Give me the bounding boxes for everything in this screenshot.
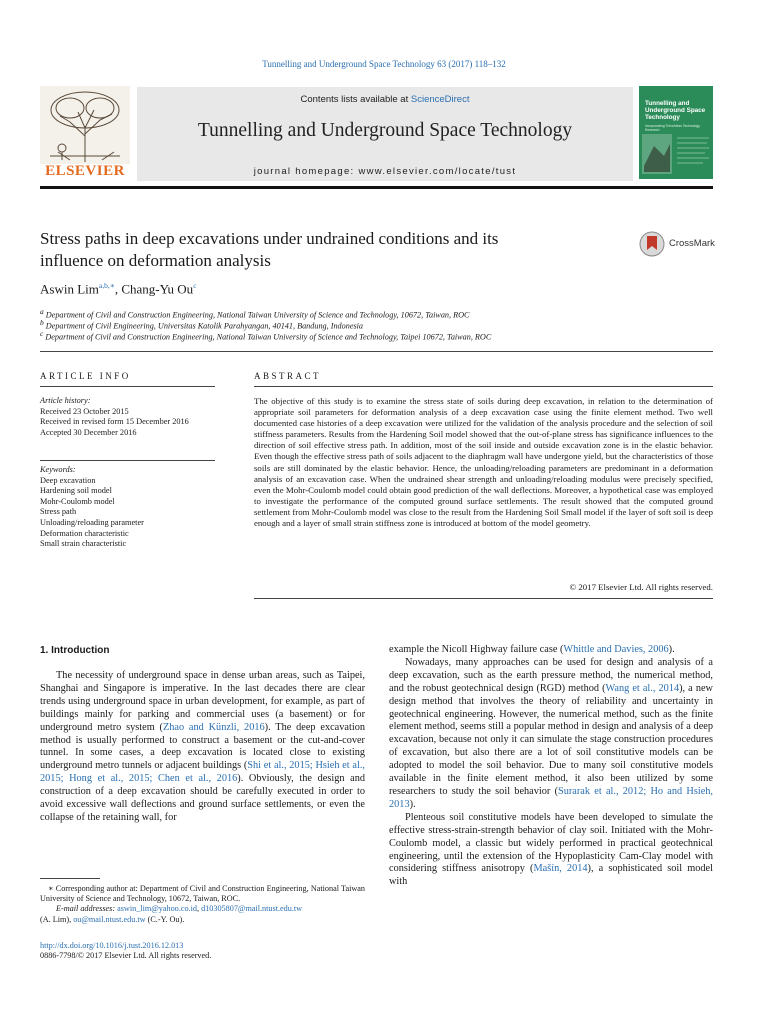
citation-link[interactable]: Surarak et al., 2012; Ho and Hsieh, 2013: [389, 785, 713, 810]
history-label: Article history:: [40, 396, 91, 405]
corresponding-star[interactable]: ∗: [109, 281, 115, 290]
text-run: Plenteous soil constitutive models have been developed to simulate the effective stress-strain-strength behavior of clay soil. Initiated with the Mohr-Coulomb model, a classic but widely performed in practical geotechnical engineering, until the extension of the Hypoplasticity Cam-Clay model with considering stiffness anisotropy (: [389, 811, 713, 875]
history-accepted: Accepted 30 December 2016: [40, 427, 137, 437]
citation-link[interactable]: Whittle and Davies, 2006: [563, 644, 669, 655]
text-run: The necessity of underground space in dense urban areas, such as Taipei, Shanghai and Singapore is imperative. In the last decades there are clear trends using underground space in urban development, for example, as part of buildings mainly for parking and commercial uses (a basement) or for underground metro system (: [40, 670, 365, 733]
journal-title: Tunnelling and Underground Space Technology: [197, 120, 573, 141]
text-run: ).: [668, 644, 675, 655]
abstract-heading: ABSTRACT: [254, 371, 322, 381]
homepage-link[interactable]: www.elsevier.com/locate/tust: [358, 166, 517, 177]
article-history: [40, 396, 220, 438]
email-owner-3: (C.-Y. Ou).: [147, 914, 185, 924]
citation-link[interactable]: Wang et al., 2014: [605, 682, 680, 694]
issn-line: 0886-7798/© 2017 Elsevier Ltd. All rights reserved.: [40, 951, 212, 961]
cover-title: Tunnelling and Underground Space Technology: [645, 100, 706, 122]
author-sep: ,: [114, 281, 122, 297]
footnote-star: ∗: [48, 884, 54, 893]
author-1-affil[interactable]: a,b,: [98, 281, 110, 290]
history-received: Received 23 October 2015: [40, 406, 129, 416]
intro-paragraph-1: [40, 670, 365, 825]
email-line: [40, 904, 365, 914]
email-link-1[interactable]: aswin_lim@yahoo.co.id: [117, 904, 197, 914]
text-run: ). The deep excavation method is usually performed to construct a basement or the cut-and-cover tunnel. In some cases, a deep excavation is located close to existing underground metro tunnels or adjacent buildings (: [40, 721, 365, 772]
keyword: Stress path: [40, 507, 77, 517]
keywords-list: [40, 465, 220, 550]
affil-text: Department of Civil and Construction Engineering, National Taiwan University of Science and Technology, Taipei 10672, Taiwan, ROC: [45, 332, 492, 342]
intro-paragraph-3: [389, 812, 713, 889]
affil-sup: b: [40, 318, 44, 327]
intro-paragraph-2: [389, 657, 713, 812]
text-run: ). Obviously, the design and construction of a deep excavation should be carefully executed in order to avoid excessive wall deflections and ground surface settlements, or even the collapse of the retaining wall, for: [40, 773, 365, 823]
citation-link[interactable]: Zhao and Künzli, 2016: [162, 721, 265, 733]
corresponding-note: [40, 884, 365, 904]
email-owner-1: (A. Lim),: [40, 914, 72, 924]
author-1: Aswin Lim: [40, 281, 99, 297]
email-owner-line: [40, 915, 365, 925]
doi-block: [40, 941, 365, 961]
article-info-heading: ARTICLE INFO: [40, 371, 131, 381]
affil-sup: c: [40, 329, 44, 338]
corresponding-footnote: [40, 884, 365, 925]
text-run: ), a new design method that involves the theory of reliability and uncertainty in geotechnical engineering. However, the numerical method, such as the finite element method, seems still a popular method in design and analysis of a deep excavation, because not only it can simulate the stage construction procedures of excavation, but also there are a lot of soil constitutive models can be adopted to model the soil behavior. Due to many soil constitutive models available in the finite element method, it also been utilized by some researchers to study the soil behavior (: [389, 682, 713, 797]
article-info-rule: [40, 386, 215, 387]
contents-line: [137, 94, 633, 105]
title-rule: [40, 351, 713, 352]
text-run: ), a sophisticated soil model with: [389, 863, 713, 888]
crossmark-badge[interactable]: [639, 230, 713, 263]
journal-citation[interactable]: Tunnelling and Underground Space Technology 63 (2017) 118–132: [262, 59, 506, 69]
email-sep: ,: [196, 904, 200, 914]
keywords-rule: [40, 460, 215, 461]
citation-link[interactable]: Mašín, 2014: [533, 863, 588, 875]
paper-title-line-2: influence on deformation analysis: [40, 251, 271, 270]
author-list: [40, 281, 197, 297]
affil-text: Department of Civil and Construction Engineering, National Taiwan University of Science and Technology, 10672, Taiwan, ROC: [45, 310, 470, 320]
publisher-wordmark: ELSEVIER: [45, 163, 125, 179]
abstract-bottom-rule: [254, 598, 713, 599]
keyword: Hardening soil model: [40, 486, 112, 496]
footnote-rule: [40, 878, 100, 879]
abstract-copyright: © 2017 Elsevier Ltd. All rights reserved.: [569, 582, 713, 592]
keyword: Small strain characteristic: [40, 539, 127, 549]
email-label: E-mail addresses:: [56, 904, 116, 914]
corresponding-text: Corresponding author at: Department of Civil and Construction Engineering, National Taiwan University of Science and Technology, 10672, Taiwan, ROC.: [40, 884, 365, 904]
contents-prefix: Contents lists available at: [300, 94, 411, 105]
intro-paragraph-cont: [389, 644, 713, 657]
abstract-rule: [254, 386, 713, 387]
keyword: Deep excavation: [40, 475, 96, 485]
citation-link[interactable]: Shi et al., 2015; Hsieh et al., 2015; Hong et al., 2015; Chen et al., 2016: [40, 760, 365, 785]
email-link-2[interactable]: d10305807@mail.ntust.edu.tw: [201, 904, 303, 914]
header-rule: [40, 186, 713, 189]
crossmark-label: CrossMark: [669, 238, 715, 249]
email-link-3[interactable]: ou@mail.ntust.edu.tw: [73, 914, 146, 924]
history-revised: Received in revised form 15 December 2016: [40, 417, 189, 427]
author-2: Chang-Yu Ou: [121, 281, 194, 297]
keyword: Unloading/reloading parameter: [40, 517, 144, 527]
introduction-heading: 1. Introduction: [40, 645, 110, 656]
author-2-affil[interactable]: c: [193, 281, 197, 290]
paper-title-line-1: Stress paths in deep excavations under undrained conditions and its: [40, 229, 499, 248]
text-run: Nowadays, many approaches can be used for design and analysis of a deep excavation, such as the earth pressure method, the numerical method, and the robust geotechnical design (RGD) method (: [389, 656, 713, 694]
homepage-prefix: journal homepage:: [253, 166, 359, 177]
abstract-text: The objective of this study is to examine the stress state of soils during deep excavation, in relation to the determination of appropriate soil parameters for deformation analysis of a deep excavation case using the finite element method. Two well documented case histories of a deep excavation were utilized for the validation of the analysis procedure and the selection of soil stiffness parameters. Results from the Hardening Soil model showed that the out-of-plane stress has significance influences to the direction of soil effective stress path. In addition, most of the soil inside and outside excavation zone is in the elastic behavior. Even though the effective stress path of soils adjacent to the diaphragm wall have undergone yield, but the characteristics of those soils are still dominated by the elastic behavior. Hence, the unloading/reloading parameters are predominant in a deformation analysis of an excavation case. When the undrained shear strength and unloading/reloading modulus were precisely specified, even the Mohr-Coulomb model could obtain good prediction of the wall deflections. Moreover, a hypothetical case was employed to investigate the performance of the computed ground surface settlements. The result showed that the computed ground settlement from Mohr-Coulomb model was close to the result from the Hardening Soil Small model if the layer of soft soil is deep enough and a layer of small strain stiffness zone is introduced at bottom of the model geometry.: [254, 396, 713, 529]
doi-link[interactable]: http://dx.doi.org/10.1016/j.tust.2016.12.013: [40, 941, 184, 950]
sciencedirect-link[interactable]: ScienceDirect: [410, 94, 470, 105]
text-run: ).: [409, 798, 416, 810]
text-run: example the Nicoll Highway failure case (: [389, 644, 564, 655]
paper-title: [40, 228, 620, 272]
affil-sup: a: [40, 307, 44, 316]
keywords-label: Keywords:: [40, 465, 76, 474]
keyword: Mohr-Coulomb model: [40, 496, 115, 506]
journal-homepage: [137, 166, 633, 177]
affiliation-c: [40, 329, 491, 342]
cover-subtitle: incorporating Trenchless Technology Research: [645, 124, 700, 132]
intro-right-column: [389, 644, 713, 889]
intro-left-column: [40, 670, 365, 825]
keyword: Deformation characteristic: [40, 528, 129, 538]
affil-text: Department of Civil Engineering, Universitas Katolik Parahyangan, 40141, Bandung, Indonesia: [45, 321, 364, 331]
